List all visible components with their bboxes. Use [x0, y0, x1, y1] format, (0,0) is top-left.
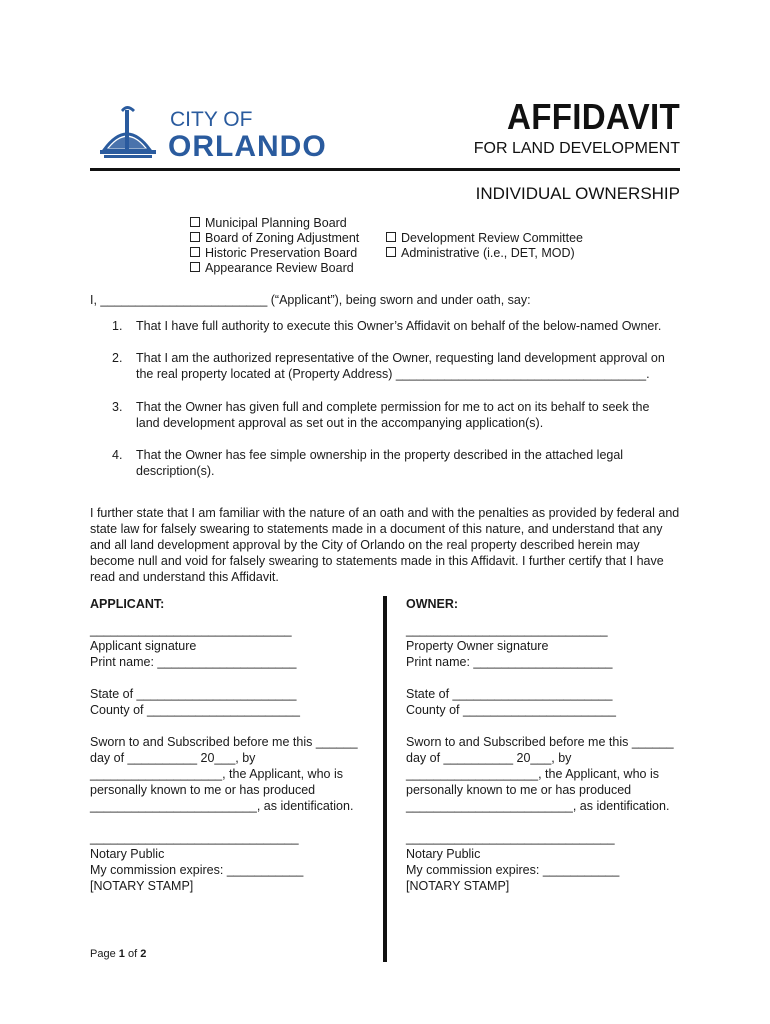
oath-intro: I, ________________________ (“Applicant”), being sworn and under oath, say:: [90, 293, 531, 307]
page-number: [90, 948, 146, 960]
checkbox-administrative[interactable]: [386, 246, 583, 261]
item-text: That the Owner has given full and complete permission for me to act on its behalf to seek the land development approval as set out in the accompanying application(s).: [136, 400, 650, 430]
applicant-sworn-line-3: ___________________, the Applicant, who is: [90, 767, 343, 781]
checkbox-icon[interactable]: [190, 232, 200, 242]
item-text: That I am the authorized representative of the Owner, requesting land development approval on the real property located at (Property Address) ____________________________________.: [136, 351, 665, 381]
applicant-county[interactable]: County of ______________________: [90, 703, 300, 717]
checkbox-historic-preservation-board[interactable]: [190, 246, 359, 261]
owner-sworn-line-3: ___________________, the Applicant, who is: [406, 767, 659, 781]
owner-notary-signature-line[interactable]: ______________________________: [406, 831, 615, 845]
owner-sworn-line-4: personally known to me or has produced: [406, 783, 632, 797]
item-text: That I have full authority to execute this Owner’s Affidavit on behalf of the below-named Owner.: [136, 319, 662, 333]
checkbox-icon[interactable]: [190, 217, 200, 227]
checkbox-icon[interactable]: [190, 262, 200, 272]
document-subtitle: FOR LAND DEVELOPMENT: [473, 140, 680, 157]
checkbox-development-review-committee[interactable]: [386, 231, 583, 246]
applicant-notary-signature-line[interactable]: ______________________________: [90, 831, 299, 845]
applicant-sworn-line-4: personally known to me or has produced: [90, 783, 316, 797]
checkbox-label: Administrative (i.e., DET, MOD): [401, 246, 575, 260]
applicant-sworn-line-1: Sworn to and Subscribed before me this ______: [90, 735, 358, 749]
applicant-state[interactable]: State of _______________________: [90, 687, 297, 701]
applicant-print-name[interactable]: Print name: ____________________: [90, 655, 297, 669]
logo-orlando: ORLANDO: [168, 130, 327, 160]
applicant-notary-stamp: [NOTARY STAMP]: [90, 879, 194, 893]
owner-notary-stamp: [NOTARY STAMP]: [406, 879, 510, 893]
item-number: 4.: [112, 448, 123, 462]
owner-signature-label: Property Owner signature: [406, 639, 549, 653]
applicant-commission-expires: My commission expires: ___________: [90, 863, 304, 877]
logo-city-of: CITY OF: [170, 108, 253, 131]
column-divider: [383, 596, 387, 962]
owner-sworn-line-1: Sworn to and Subscribed before me this ______: [406, 735, 674, 749]
applicant-heading: APPLICANT:: [90, 597, 165, 611]
checkbox-municipal-planning-board[interactable]: [190, 216, 359, 231]
checkbox-label: Development Review Committee: [401, 231, 584, 245]
header-rule: [90, 168, 680, 171]
item-text: That the Owner has fee simple ownership in the property described in the attached legal description(s).: [136, 448, 624, 478]
applicant-section: [90, 596, 370, 896]
item-number: 2.: [112, 351, 123, 365]
applicant-sworn-line-2: day of __________ 20___, by: [90, 751, 256, 765]
owner-signature-line[interactable]: _____________________________: [406, 623, 608, 637]
owner-sworn-line-5: ________________________, as identification.: [406, 799, 670, 813]
item-number: 3.: [112, 400, 123, 414]
checkbox-label: Appearance Review Board: [205, 261, 354, 275]
owner-county[interactable]: County of ______________________: [406, 703, 616, 717]
owner-state[interactable]: State of _______________________: [406, 687, 613, 701]
checkbox-icon[interactable]: [190, 247, 200, 257]
checkbox-board-of-zoning-adjustment[interactable]: [190, 231, 359, 246]
applicant-signature-label: Applicant signature: [90, 639, 197, 653]
board-checkbox-list-left: [190, 216, 359, 276]
applicant-signature-line[interactable]: _____________________________: [90, 623, 292, 637]
page-of-label: of: [127, 948, 138, 960]
further-statement: I further state that I am familiar with the nature of an oath and with the penalties as provided by federal and state law for falsely swearing to statements made in a document of this nature, and understand that any and all land development approval by the City of Orlando on the real property described herein may become null and void for falsely swearing to statements made in this Affidavit. I further certify that I have read and understand this Affidavit.: [90, 506, 680, 584]
checkbox-appearance-review-board[interactable]: [190, 261, 359, 276]
board-checkbox-list-right: [386, 231, 583, 261]
owner-print-name[interactable]: Print name: ____________________: [406, 655, 613, 669]
page-total: 2: [140, 948, 147, 960]
item-number: 1.: [112, 319, 123, 333]
owner-section: [406, 596, 686, 896]
applicant-notary-label: Notary Public: [90, 847, 165, 861]
ownership-type: INDIVIDUAL OWNERSHIP: [475, 184, 680, 203]
checkbox-icon[interactable]: [386, 232, 396, 242]
checkbox-label: Historic Preservation Board: [205, 246, 358, 260]
page-label: Page: [90, 948, 116, 960]
owner-commission-expires: My commission expires: ___________: [406, 863, 620, 877]
checkbox-label: Municipal Planning Board: [205, 216, 347, 230]
owner-heading: OWNER:: [406, 597, 459, 611]
city-of-orlando-logo: [100, 104, 350, 160]
fountain-icon: [100, 106, 156, 158]
applicant-sworn-line-5: ________________________, as identification.: [90, 799, 354, 813]
checkbox-icon[interactable]: [386, 247, 396, 257]
checkbox-label: Board of Zoning Adjustment: [205, 231, 360, 245]
document-title: AFFIDAVIT: [507, 96, 680, 137]
owner-notary-label: Notary Public: [406, 847, 481, 861]
owner-sworn-line-2: day of __________ 20___, by: [406, 751, 572, 765]
page-current: 1: [118, 948, 125, 960]
